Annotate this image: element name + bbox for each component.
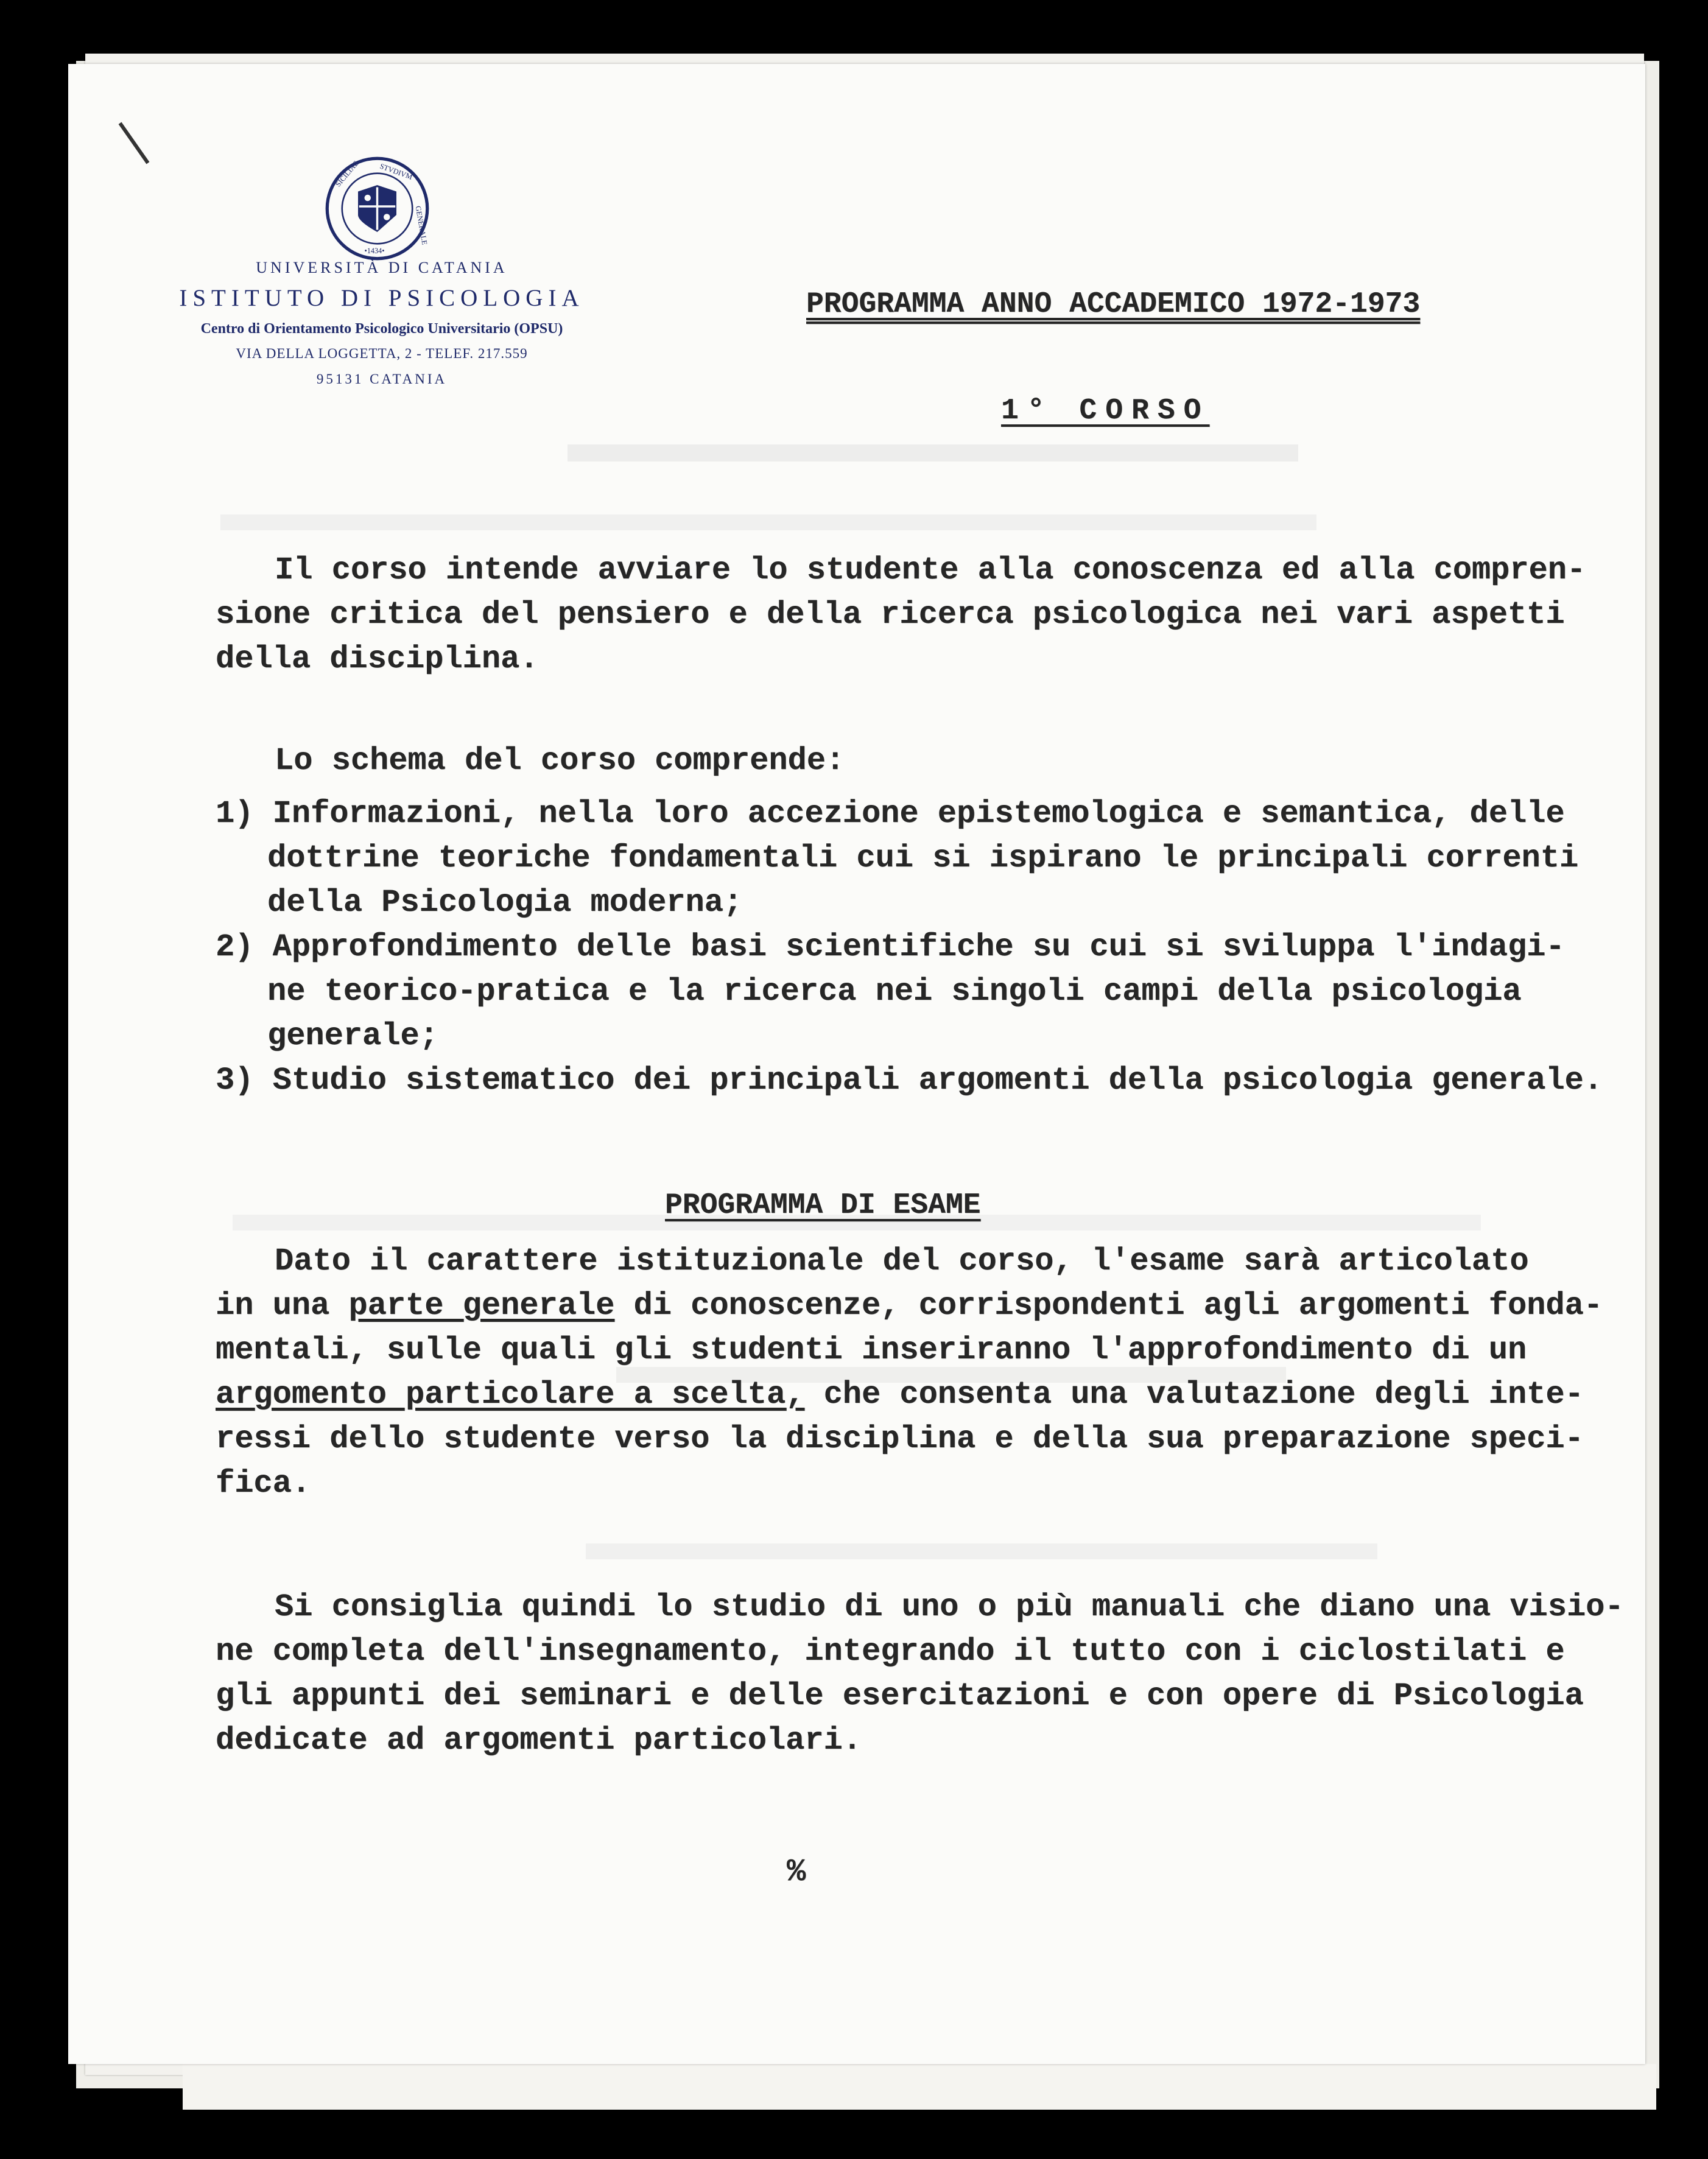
letterhead-institute: ISTITUTO DI PSICOLOGIA bbox=[179, 285, 585, 311]
letterhead-address: VIA DELLA LOGGETTA, 2 - TELEF. 217.559 bbox=[236, 346, 528, 361]
text-line: in una parte generale di conoscenze, corrispondenti agli argomenti fonda- bbox=[216, 1288, 1603, 1324]
svg-text:SICILIAE: SICILIAE bbox=[334, 159, 360, 189]
text-line: Il corso intende avviare lo studente alla conoscenza ed alla compren- bbox=[275, 552, 1586, 588]
list-item-continuation: dottrine teoriche fondamentali cui si ispirano le principali correnti bbox=[267, 840, 1579, 876]
document-title: PROGRAMMA ANNO ACCADEMICO 1972-1973 bbox=[806, 288, 1421, 321]
list-item-continuation: della Psicologia moderna; bbox=[267, 885, 743, 921]
underlined-phrase: parte generale bbox=[348, 1288, 615, 1324]
show-through bbox=[586, 1543, 1377, 1559]
text-line: della disciplina. bbox=[216, 641, 539, 677]
text-line: dedicate ad argomenti particolari. bbox=[216, 1722, 862, 1758]
letterhead-city: 95131 CATANIA bbox=[316, 371, 448, 387]
text-line: Dato il carattere istituzionale del corso, l'esame sarà articolato bbox=[275, 1243, 1529, 1279]
letterhead-university: UNIVERSITÀ DI CATANIA bbox=[256, 259, 508, 276]
intro-paragraph bbox=[216, 548, 1622, 681]
letterhead-center: Centro di Orientamento Psicologico Universitario (OPSU) bbox=[200, 321, 563, 337]
university-seal-icon bbox=[324, 155, 431, 262]
schema-section bbox=[216, 739, 1622, 783]
list-item-continuation: generale; bbox=[267, 1018, 438, 1054]
underlying-sheet-strip bbox=[183, 2064, 1656, 2110]
exam-heading: PROGRAMMA DI ESAME bbox=[665, 1189, 981, 1222]
show-through bbox=[568, 444, 1298, 462]
schema-list bbox=[216, 792, 1622, 1103]
text-line: Si consiglia quindi lo studio di uno o più manuali che diano una visio- bbox=[275, 1589, 1624, 1625]
text-line: ne completa dell'insegnamento, integrando il tutto con i ciclostilati e bbox=[216, 1634, 1565, 1669]
continuation-mark: % bbox=[787, 1854, 806, 1890]
schema-intro: Lo schema del corso comprende: bbox=[275, 743, 845, 779]
list-item: 3) Studio sistematico dei principali argomenti della psicologia generale. bbox=[216, 1062, 1603, 1098]
document-page bbox=[68, 64, 1645, 2064]
list-item: 1) Informazioni, nella loro accezione epistemologica e semantica, delle bbox=[216, 796, 1565, 832]
exam-paragraph bbox=[216, 1239, 1622, 1506]
list-item-continuation: ne teorico-pratica e la ricerca nei singoli campi della psicologia bbox=[267, 974, 1522, 1009]
text-line: fica. bbox=[216, 1466, 311, 1501]
text-line: mentali, sulle quali gli studenti inseriranno l'approfondimento di un bbox=[216, 1332, 1527, 1368]
list-item: 2) Approfondimento delle basi scientifiche su cui si sviluppa l'indagi- bbox=[216, 929, 1565, 965]
svg-text:STVDIVM: STVDIVM bbox=[378, 161, 414, 181]
text-line: sione critica del pensiero e della ricerca psicologica nei vari aspetti bbox=[216, 597, 1565, 633]
show-through bbox=[220, 514, 1316, 530]
svg-text:GENERALE: GENERALE bbox=[413, 205, 429, 246]
underlined-phrase: argomento particolare a scelta, bbox=[216, 1377, 805, 1413]
advice-paragraph bbox=[216, 1585, 1622, 1763]
text-line: ressi dello studente verso la disciplina e della sua preparazione speci- bbox=[216, 1421, 1584, 1457]
course-heading: 1° CORSO bbox=[1001, 395, 1210, 427]
text-line: argomento particolare a scelta, che consenta una valutazione degli inte- bbox=[216, 1377, 1584, 1413]
pencil-mark bbox=[119, 122, 150, 164]
svg-text:•1434•: •1434• bbox=[364, 247, 385, 255]
text-line: gli appunti dei seminari e delle esercitazioni e con opere di Psicologia bbox=[216, 1678, 1584, 1714]
